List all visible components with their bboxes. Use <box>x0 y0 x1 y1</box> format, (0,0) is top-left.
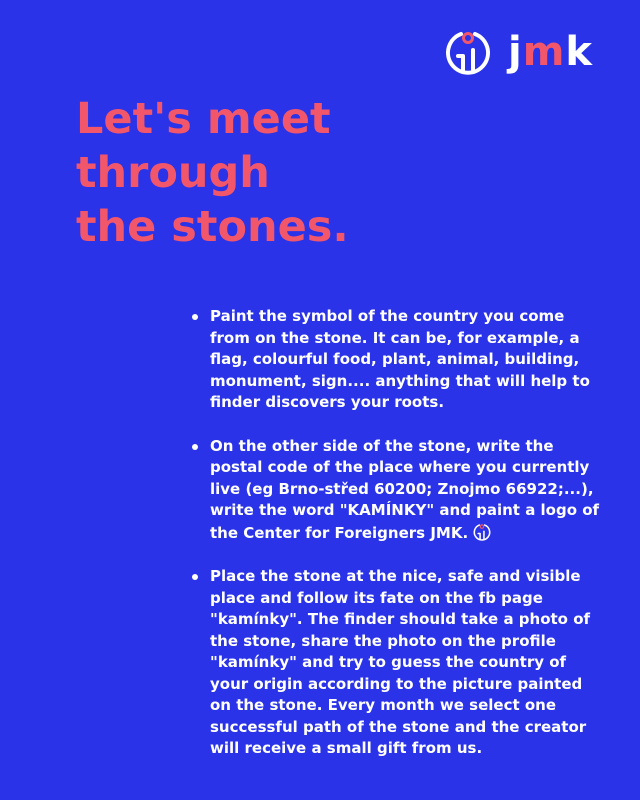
headline-line-3: the stones. <box>76 202 349 252</box>
instruction-text: On the other side of the stone, write the postal code of the place where you currently live (eg Brno-střed 60200; Znojmo 66922;...), write the word "KAMÍNKY" and paint a logo of the Center for Foreigners JMK. <box>210 436 600 542</box>
bullet-dot <box>192 574 198 580</box>
center-for-foreigners-logo-icon <box>442 26 494 78</box>
brand-logo <box>442 26 593 78</box>
instructions-list <box>192 306 602 782</box>
instruction-item-paint-symbol <box>192 306 602 414</box>
wordmark-k: k <box>565 29 594 75</box>
center-for-foreigners-inline-logo-icon <box>472 522 492 542</box>
bullet-dot <box>192 444 198 450</box>
wordmark-j: j <box>508 29 523 75</box>
brand-wordmark <box>508 29 594 75</box>
headline-line-2: through <box>76 148 270 198</box>
instruction-text: Place the stone at the nice, safe and visible place and follow its fate on the fb page "kamínky". The finder should take a photo of the stone, share the photo on the profile "kamínky" and try to guess the country of your origin according to the picture painted on the stone. Every month we select one successful path of the stone and the creator will receive a small gift from us. <box>210 567 591 757</box>
instruction-item-place-stone <box>192 566 602 760</box>
bullet-dot <box>192 314 198 320</box>
instruction-text: Paint the symbol of the country you come from on the stone. It can be, for example, a flag, colourful food, plant, animal, building, monument, sign.... anything that will help to finder discovers your roots. <box>210 307 590 411</box>
headline-line-1: Let's meet <box>76 94 331 144</box>
wordmark-m: m <box>522 29 566 75</box>
headline <box>76 92 349 254</box>
instruction-item-postal-code <box>192 436 602 545</box>
